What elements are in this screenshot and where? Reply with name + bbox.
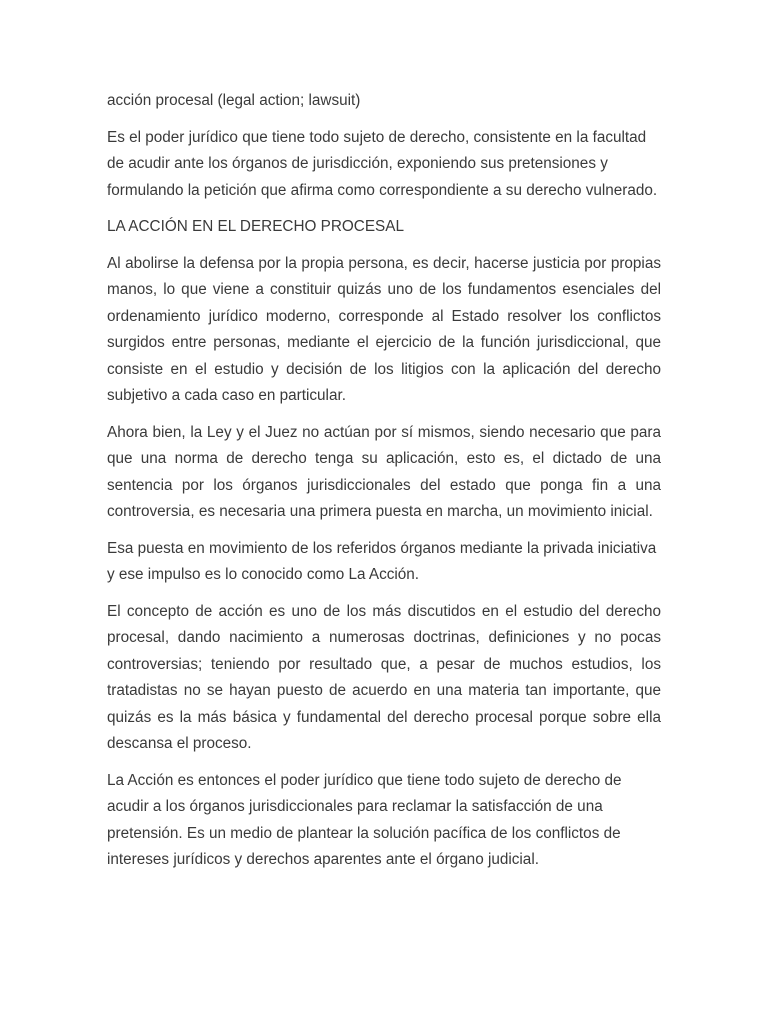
body-paragraph-1: Al abolirse la defensa por la propia persona, es decir, hacerse justicia por propias manos, lo que viene a constituir quizás uno de los fundamentos esenciales del ordenamiento jurídico moderno, corresponde al Estado resolver los conflictos surgidos entre personas, mediante el ejercicio de la función jurisdiccional, que consiste en el estudio y decisión de los litigios con la aplicación del derecho subjetivo a cada caso en particular. <box>107 254 661 404</box>
section-heading: LA ACCIÓN EN EL DERECHO PROCESAL <box>107 218 404 235</box>
body-paragraph-2: Ahora bien, la Ley y el Juez no actúan por sí mismos, siendo necesario que para que una norma de derecho tenga su aplicación, esto es, el dictado de una sentencia por los órganos jurisdiccionales del estado que ponga fin a una controversia, es necesaria una primera puesta en marcha, un movimiento inicial. <box>107 423 661 520</box>
term-title: acción procesal (legal action; lawsuit) <box>107 92 361 109</box>
document-page <box>107 88 661 884</box>
body-paragraph-4: El concepto de acción es uno de los más discutidos en el estudio del derecho procesal, dando nacimiento a numerosas doctrinas, definiciones y no pocas controversias; teniendo por resultado que, a pesar de muchos estudios, los tratadistas no se hayan puesto de acuerdo en una materia tan importante, que quizás es la más básica y fundamental del derecho procesal porque sobre ella descansa el proceso. <box>107 602 661 752</box>
body-paragraph-5: La Acción es entonces el poder jurídico que tiene todo sujeto de derecho de acudir a los órganos jurisdiccionales para reclamar la satisfacción de una pretensión. Es un medio de plantear la solución pacífica de los conflictos de intereses jurídicos y derechos aparentes ante el órgano judicial. <box>107 771 622 868</box>
definition-paragraph: Es el poder jurídico que tiene todo sujeto de derecho, consistente en la facultad de acudir ante los órganos de jurisdicción, exponiendo sus pretensiones y formulando la petición que afirma como correspondiente a su derecho vulnerado. <box>107 128 658 199</box>
body-paragraph-3: Esa puesta en movimiento de los referidos órganos mediante la privada iniciativa y ese impulso es lo conocido como La Acción. <box>107 539 657 583</box>
